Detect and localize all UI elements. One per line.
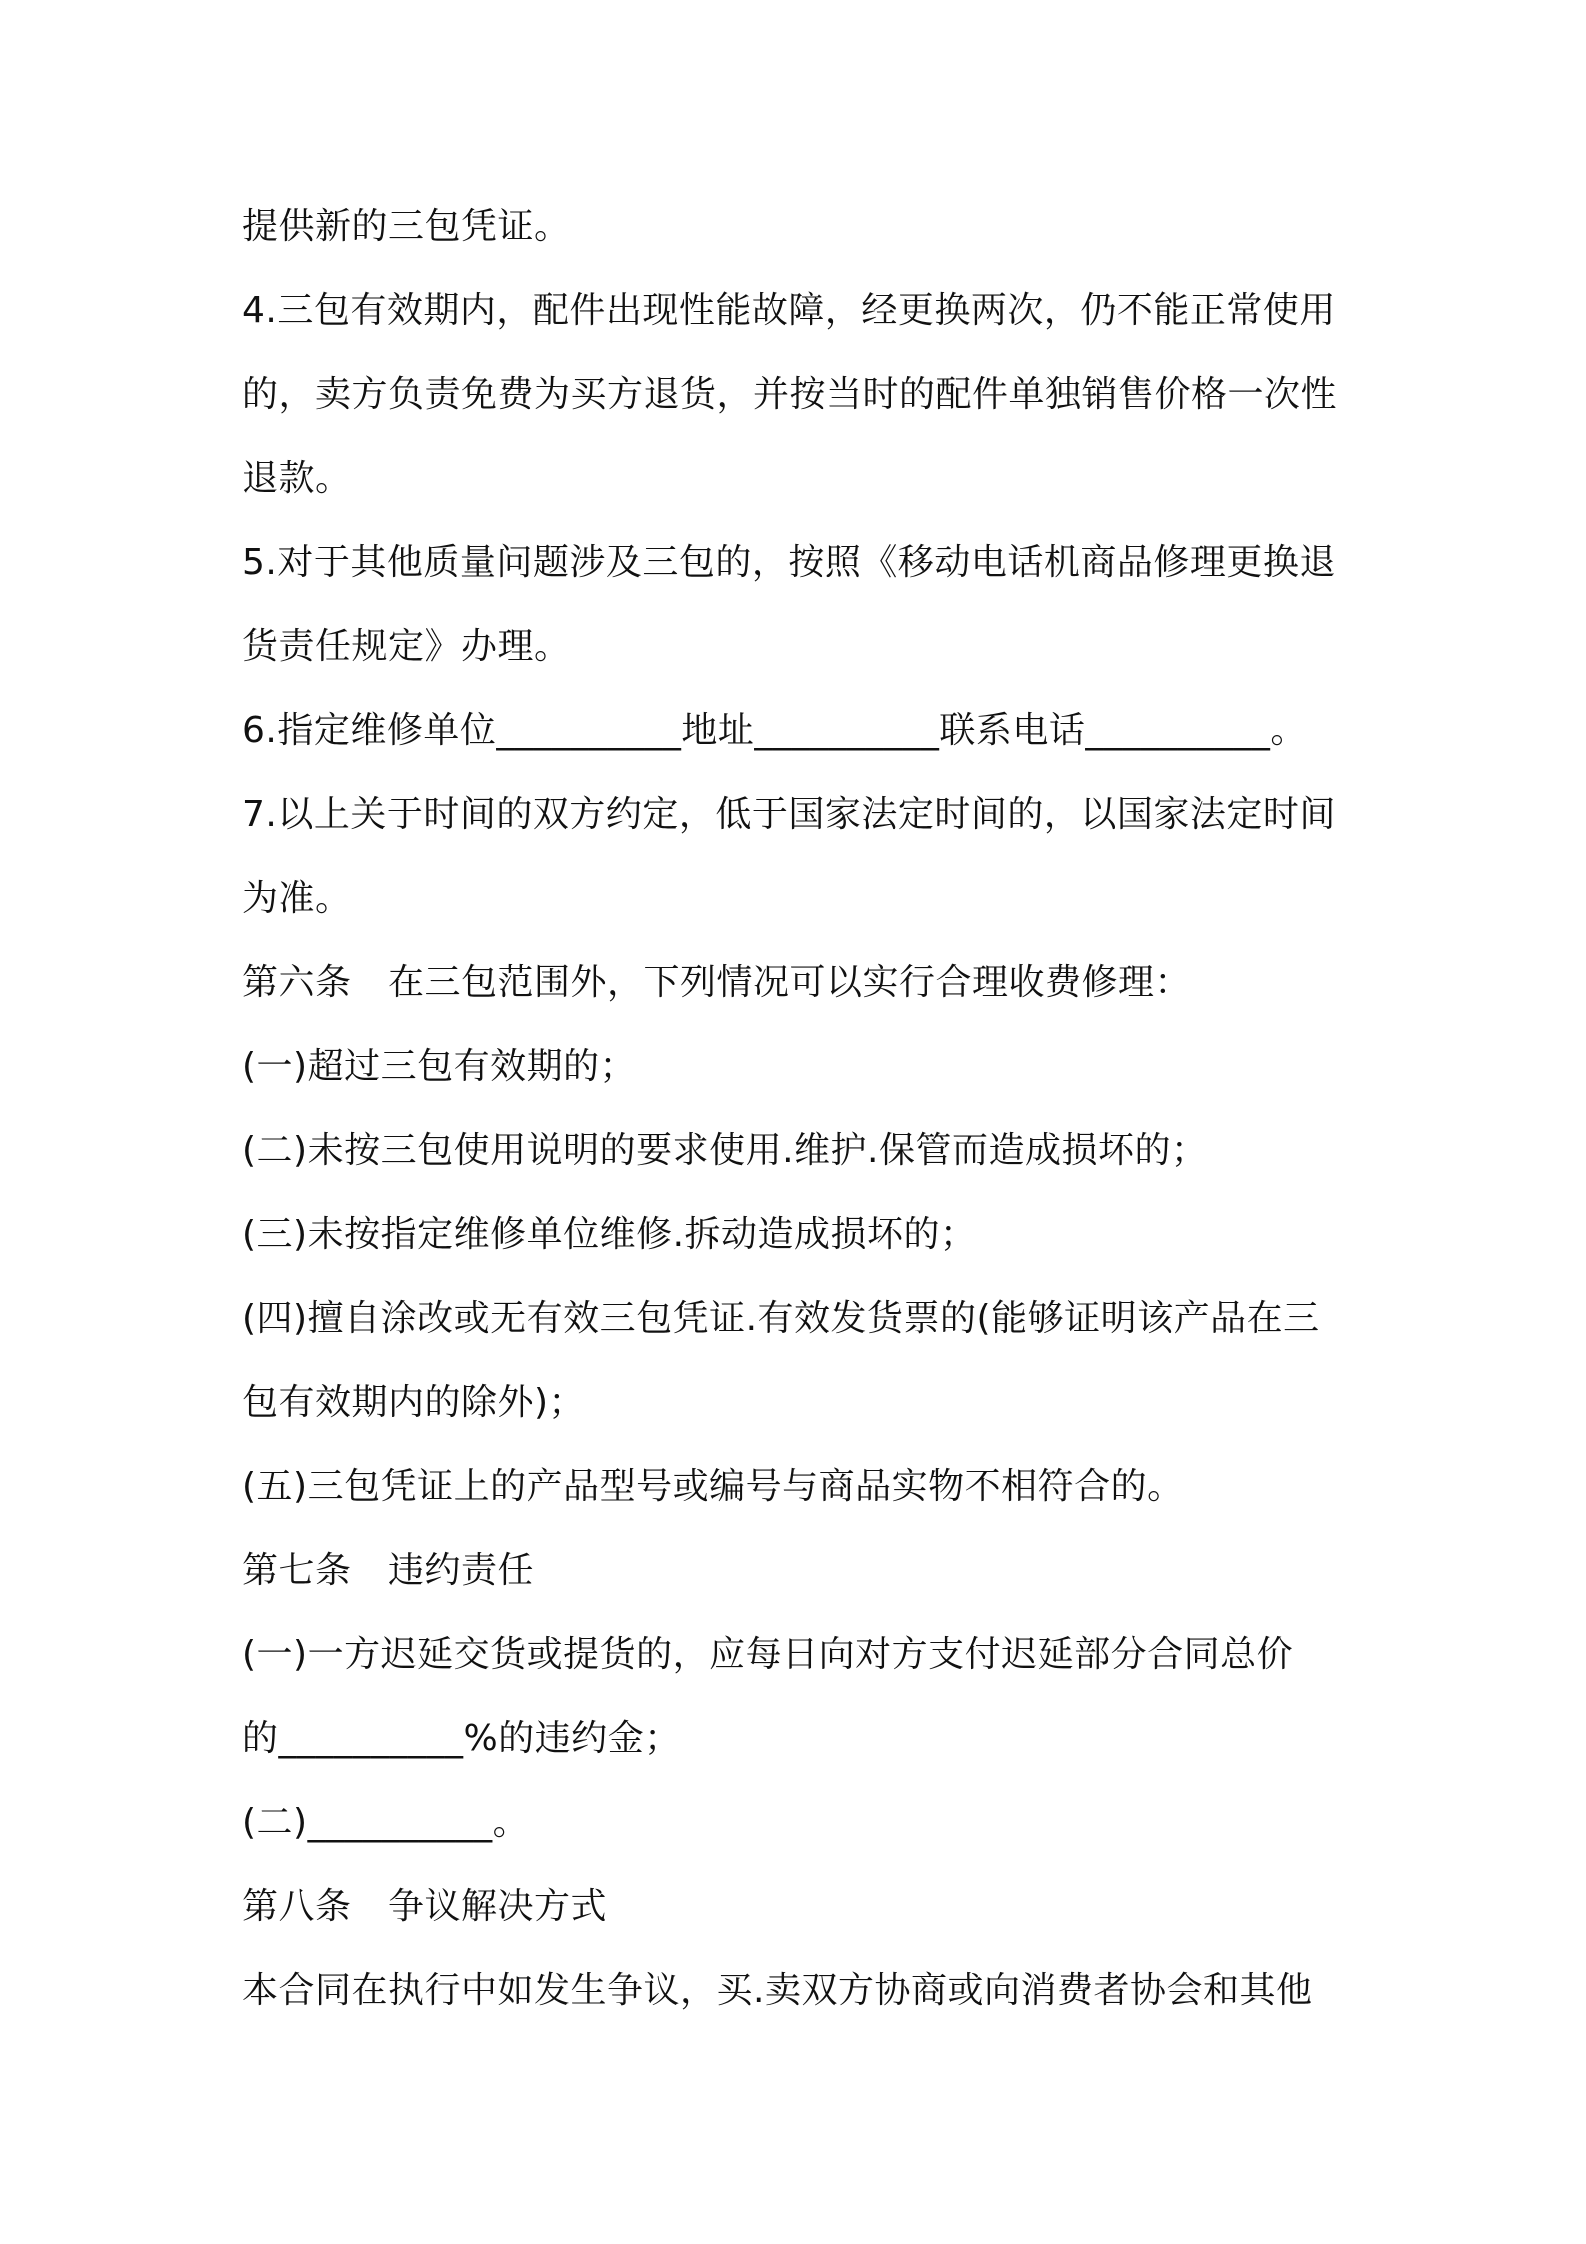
text-line: 退款。: [242, 458, 352, 499]
text-line: (五)三包凭证上的产品型号或编号与商品实物不相符合的。: [242, 1466, 1184, 1507]
text-line: (四)擅自涂改或无有效三包凭证.有效发货票的(能够证明该产品在三: [242, 1298, 1320, 1339]
text-line: 6.指定维修单位__________地址__________联系电话__________。: [242, 710, 1307, 751]
text-line: (三)未按指定维修单位维修.拆动造成损坏的；: [242, 1214, 977, 1255]
text-line: 4.三包有效期内，配件出现性能故障，经更换两次，仍不能正常使用: [242, 290, 1336, 331]
text-line: (二)未按三包使用说明的要求使用.维护.保管而造成损坏的；: [242, 1130, 1208, 1171]
text-line: (一)超过三包有效期的；: [242, 1046, 637, 1087]
text-line: 的__________%的违约金；: [242, 1718, 681, 1759]
text-line: (一)一方迟延交货或提货的，应每日向对方支付迟延部分合同总价: [242, 1634, 1294, 1675]
text-line: 本合同在执行中如发生争议，买.卖双方协商或向消费者协会和其他: [242, 1970, 1313, 2011]
text-line: 为准。: [242, 878, 352, 919]
text-line: 包有效期内的除外)；: [242, 1382, 586, 1423]
text-line: (二)__________。: [242, 1802, 530, 1843]
text-line: 7.以上关于时间的双方约定，低于国家法定时间的，以国家法定时间: [242, 794, 1336, 835]
text-line: 提供新的三包凭证。: [242, 206, 571, 247]
text-line: 货责任规定》办理。: [242, 626, 571, 667]
section-heading: 第八条 争议解决方式: [242, 1886, 608, 1927]
section-heading: 第六条 在三包范围外，下列情况可以实行合理收费修理：: [242, 962, 1192, 1003]
section-heading: 第七条 违约责任: [242, 1550, 535, 1591]
text-line: 5.对于其他质量问题涉及三包的，按照《移动电话机商品修理更换退: [242, 542, 1336, 583]
text-line: 的，卖方负责免费为买方退货，并按当时的配件单独销售价格一次性: [242, 374, 1338, 415]
